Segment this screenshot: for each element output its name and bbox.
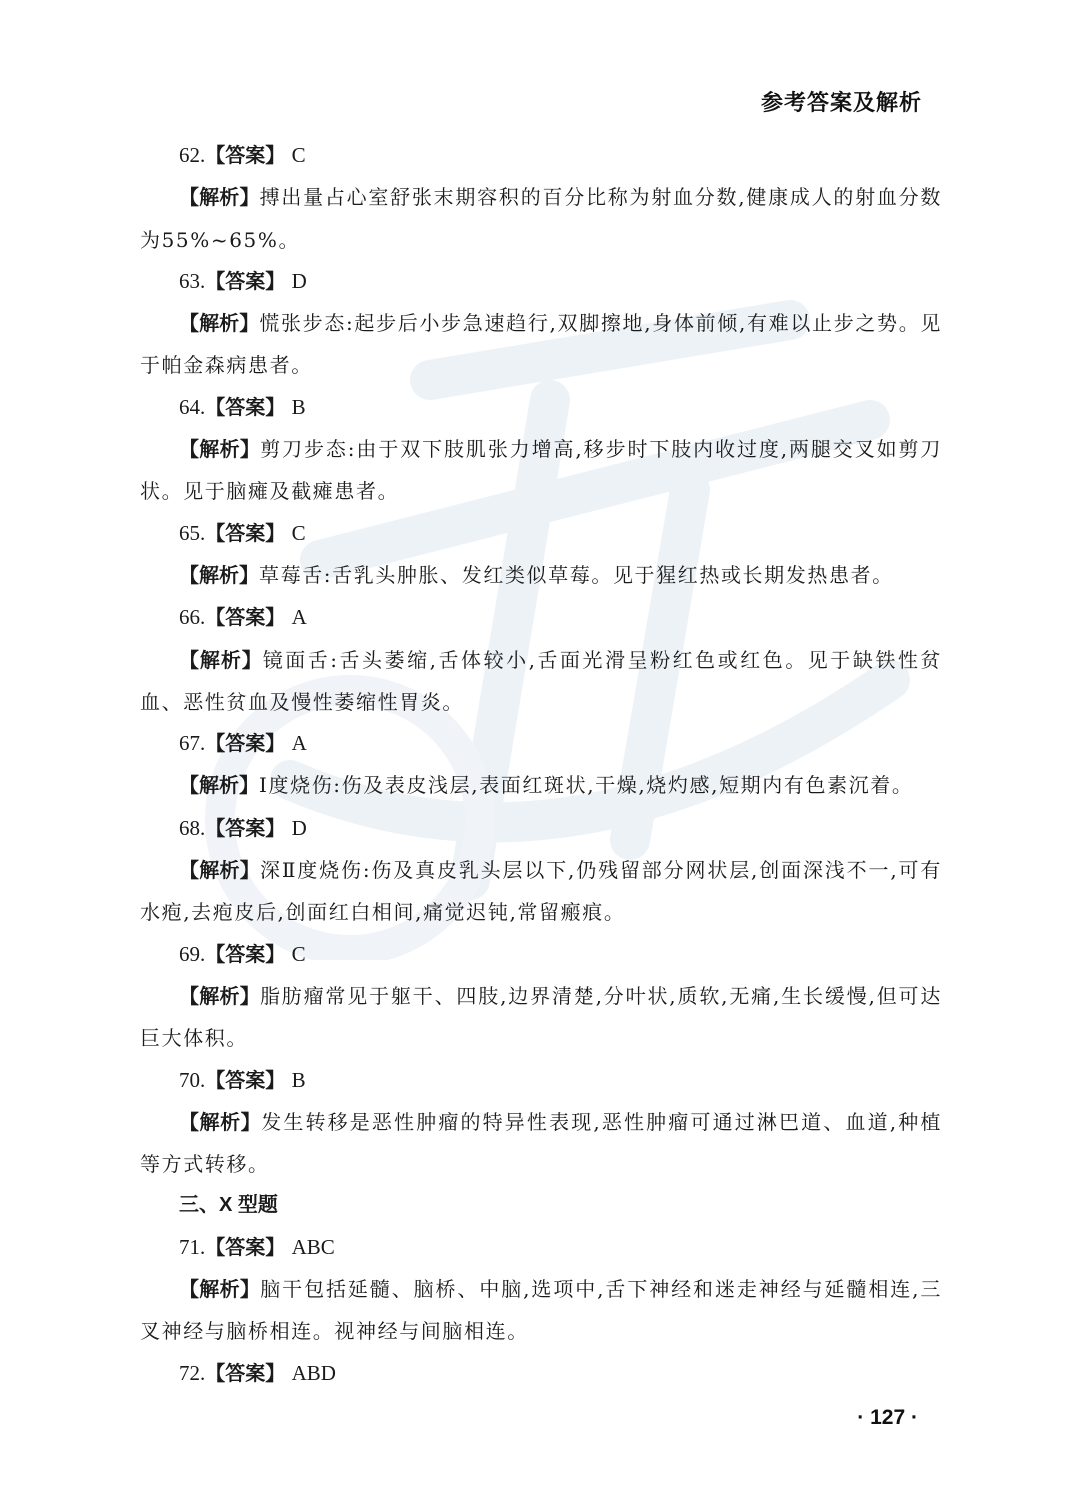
answer-tag: 【答案】 [205,607,286,630]
analysis-text: Ⅰ度烧伤:伤及表皮浅层,表面红斑状,干燥,烧灼感,短期内有色素沉着。 [259,773,914,798]
answer-value: ABD [291,1360,336,1385]
answer-tag: 【答案】 [205,145,286,167]
answer-value: ABC [291,1234,335,1259]
analysis-tag: 【解析】 [179,187,260,210]
answer-line-64 [140,387,942,429]
answer-line-70 [140,1060,942,1102]
answer-value: C [291,941,306,966]
answer-value: C [291,143,306,167]
answer-tag: 【答案】 [205,1236,286,1259]
answer-value: B [291,394,306,419]
page-number: · 127 · [857,1406,918,1429]
answer-value: A [291,605,307,630]
section-heading: 三、X 型题 [179,1194,278,1217]
answer-tag: 【答案】 [205,270,286,293]
analysis-tag: 【解析】 [179,564,259,587]
answer-tag: 【答案】 [205,1362,286,1385]
question-number: 67. [179,731,206,756]
analysis-65 [140,555,942,597]
analysis-66 [140,640,942,724]
answer-value: D [291,268,307,293]
answer-line-71 [140,1227,942,1269]
answer-tag: 【答案】 [205,522,286,545]
analysis-tag: 【解析】 [179,985,260,1008]
analysis-67 [140,765,942,807]
analysis-text: 脂肪瘤常见于躯干、四肢,边界清楚,分叶状,质软,无痛,生长缓慢,但可达巨大体积。 [140,983,942,1051]
answer-line-72 [140,1353,942,1395]
analysis-tag: 【解析】 [179,1279,261,1302]
analysis-68 [140,850,942,934]
answer-tag: 【答案】 [205,943,286,966]
analysis-70 [140,1102,942,1186]
answer-line-66 [140,597,942,639]
analysis-62 [140,177,942,261]
answer-tag: 【答案】 [205,1069,286,1092]
answer-value: C [291,520,306,545]
answer-content [140,135,942,1395]
analysis-tag: 【解析】 [179,775,259,798]
analysis-text: 剪刀步态:由于双下肢肌张力增高,移步时下肢内收过度,两腿交叉如剪刀状。见于脑瘫及截瘫患者。 [140,437,942,504]
answer-line-68 [140,808,942,850]
question-number: 69. [179,941,206,966]
analysis-text: 搏出量占心室舒张末期容积的百分比称为射血分数,健康成人的射血分数为55%~65%。 [140,185,942,252]
analysis-tag: 【解析】 [179,649,263,672]
answer-line-69 [140,934,942,976]
analysis-69 [140,976,942,1060]
analysis-text: 慌张步态:起步后小步急速趋行,双脚擦地,身体前倾,有难以止步之势。见于帕金森病患者。 [140,311,943,378]
analysis-63 [140,303,942,387]
analysis-text: 草莓舌:舌乳头肿胀、发红类似草莓。见于猩红热或长期发热患者。 [259,562,894,587]
question-number: 71. [179,1234,206,1259]
question-number: 66. [179,605,206,630]
answer-tag: 【答案】 [205,396,286,419]
question-number: 68. [179,815,206,840]
question-number: 65. [179,520,206,545]
analysis-text: 镜面舌:舌头萎缩,舌体较小,舌面光滑呈粉红色或红色。见于缺铁性贫血、恶性贫血及慢性萎缩性胃炎。 [140,647,943,714]
question-number: 70. [179,1067,206,1092]
analysis-64 [140,429,942,513]
analysis-text: 脑干包括延髓、脑桥、中脑,选项中,舌下神经和迷走神经与延髓相连,三叉神经与脑桥相连。视神经与间脑相连。 [140,1277,943,1344]
running-header: 参考答案及解析 [760,90,922,115]
answer-line-62 [140,135,942,177]
analysis-tag: 【解析】 [179,439,261,462]
answer-value: A [291,731,307,756]
analysis-text: 深Ⅱ度烧伤:伤及真皮乳头层以下,仍残留部分网状层,创面深浅不一,可有水疱,去疱皮后,创面红白相间,痛觉迟钝,常留瘢痕。 [140,858,942,925]
answer-value: B [291,1067,306,1092]
answer-tag: 【答案】 [205,733,286,756]
analysis-tag: 【解析】 [179,1111,262,1134]
answer-value: D [291,815,307,840]
answer-line-63 [140,261,942,303]
answer-tag: 【答案】 [205,817,286,840]
question-number: 62. [179,143,206,167]
analysis-71 [140,1269,942,1353]
analysis-text: 发生转移是恶性肿瘤的特异性表现,恶性肿瘤可通过淋巴道、血道,种植等方式转移。 [140,1109,942,1177]
answer-line-67 [140,723,942,765]
analysis-tag: 【解析】 [179,860,260,883]
question-number: 64. [179,394,206,419]
answer-line-65 [140,513,942,555]
question-number: 63. [179,268,206,293]
analysis-tag: 【解析】 [179,313,260,336]
question-number: 72. [179,1360,206,1385]
